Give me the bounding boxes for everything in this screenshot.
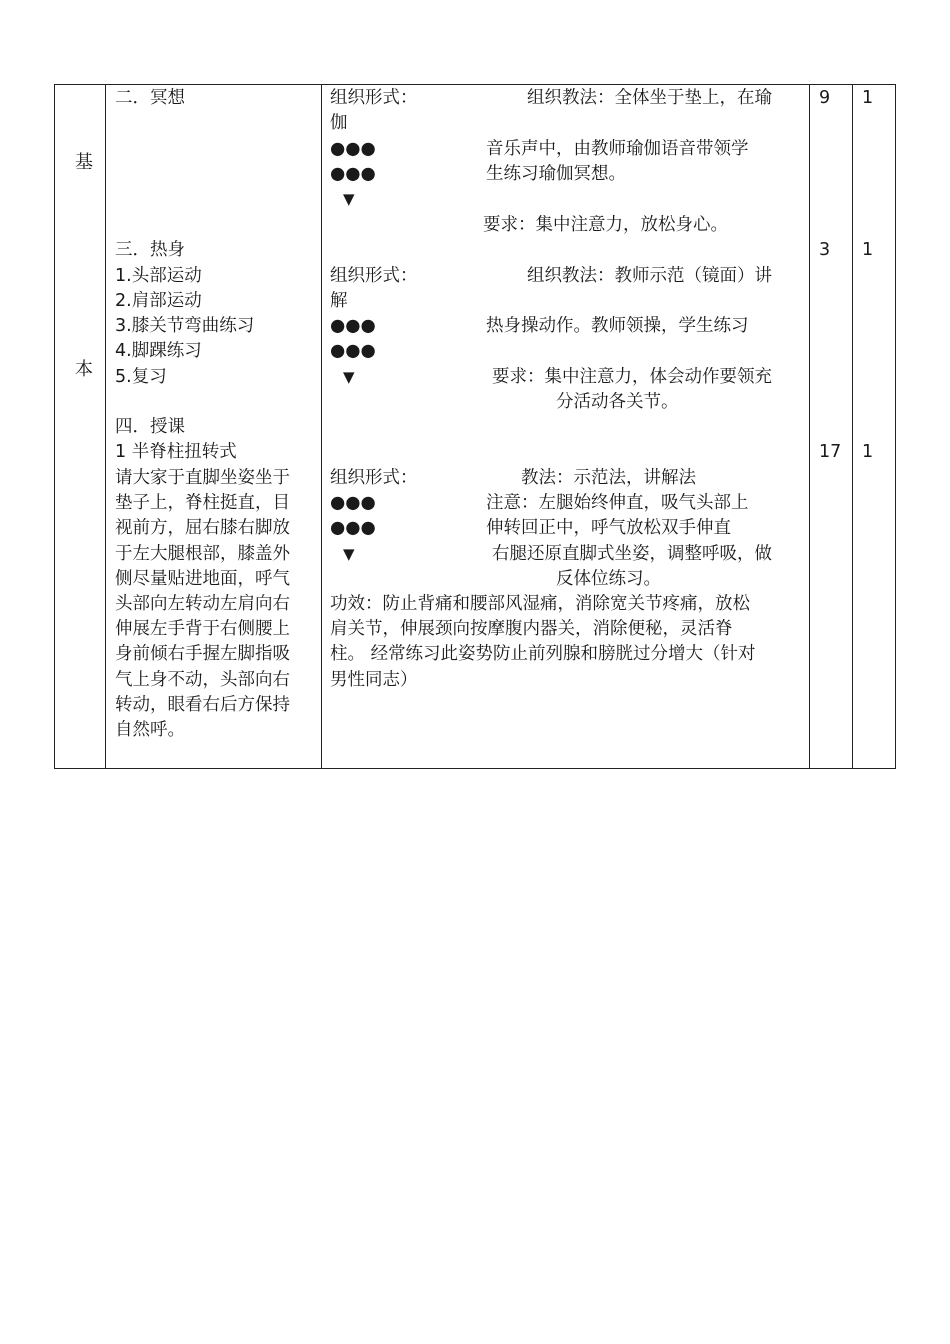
- pose-description-line: 垫子上，脊柱挺直，目: [115, 493, 290, 513]
- block3-subtitle: 1 半脊柱扭转式: [115, 442, 237, 462]
- block2-formation-row: ●●●: [330, 316, 376, 336]
- column-divider: [852, 85, 853, 768]
- block1-title: 二．冥想: [115, 88, 185, 108]
- block2-requirement: 要求：集中注意力，体会动作要领充: [492, 367, 772, 387]
- pose-description-line: 气上身不动，头部向右: [115, 670, 290, 690]
- effect-line: 男性同志）: [330, 670, 418, 690]
- block2-method-line: 热身操动作。教师领操，学生练习: [486, 316, 749, 336]
- block3-org-label: 组织形式：: [330, 468, 418, 488]
- section-label-bottom: 本: [75, 359, 93, 380]
- block3-method: 教法：示范法，讲解法: [521, 468, 696, 488]
- block1-method-line: 音乐声中，由教师瑜伽语音带领学: [486, 139, 749, 159]
- pose-description-line: 请大家于直脚坐姿坐于: [115, 468, 290, 488]
- block3-note-line: 伸转回正中，呼气放松双手伸直: [486, 518, 731, 538]
- teacher-marker-icon: ▼: [343, 545, 355, 563]
- block3-note-line: 注意：左腿始终伸直，吸气头部上: [486, 493, 749, 513]
- block1-method-wrap: 伽: [330, 113, 348, 133]
- block2-title: 三．热身: [115, 240, 185, 260]
- block1-method-line: 生练习瑜伽冥想。: [486, 164, 626, 184]
- block2-method-line: 组织教法：教师示范（镜面）讲: [527, 266, 772, 286]
- block3-intensity: 1: [862, 442, 874, 462]
- block1-formation-row: ●●●: [330, 164, 376, 184]
- block3-formation-row: ●●●: [330, 493, 376, 513]
- block3-title: 四．授课: [115, 417, 185, 437]
- block3-formation-row: ●●●: [330, 518, 376, 538]
- warmup-item: 4.脚踝练习: [115, 341, 202, 361]
- pose-description-line: 侧尽量贴进地面，呼气: [115, 569, 290, 589]
- block1-intensity: 1: [862, 88, 874, 108]
- block3-time: 17: [819, 442, 842, 462]
- block1-requirement: 要求：集中注意力，放松身心。: [483, 215, 728, 235]
- block1-org-label: 组织形式：: [330, 88, 418, 108]
- block2-requirement: 分活动各关节。: [556, 392, 679, 412]
- column-divider: [809, 85, 810, 768]
- warmup-item: 3.膝关节弯曲练习: [115, 316, 255, 336]
- block2-formation-row: ●●●: [330, 341, 376, 361]
- effect-line: 功效：防止背痛和腰部风湿痛，消除宽关节疼痛，放松: [330, 594, 750, 614]
- block2-time: 3: [819, 240, 831, 260]
- warmup-item: 2.肩部运动: [115, 291, 202, 311]
- block3-note-line: 右腿还原直脚式坐姿，调整呼吸，做: [492, 544, 772, 564]
- warmup-item: 1.头部运动: [115, 266, 202, 286]
- effect-line: 柱。 经常练习此姿势防止前列腺和膀胱过分增大（针对: [330, 644, 756, 664]
- pose-description-line: 于左大腿根部，膝盖外: [115, 544, 290, 564]
- block1-time: 9: [819, 88, 831, 108]
- block1-method-line: 组织教法：全体坐于垫上，在瑜: [527, 88, 772, 108]
- pose-description-line: 身前倾右手握左脚指吸: [115, 644, 290, 664]
- block1-formation-row: ●●●: [330, 139, 376, 159]
- effect-line: 肩关节，伸展颈向按摩腹内器关，消除便秘，灵活脊: [330, 619, 733, 639]
- teacher-marker-icon: ▼: [343, 190, 355, 208]
- block2-org-label: 组织形式：: [330, 266, 418, 286]
- block2-method-wrap: 解: [330, 291, 348, 311]
- column-divider: [105, 85, 106, 768]
- pose-description-line: 视前方，屈右膝右脚放: [115, 518, 290, 538]
- column-divider: [321, 85, 322, 768]
- pose-description-line: 自然呼。: [115, 720, 185, 740]
- teacher-marker-icon: ▼: [343, 368, 355, 386]
- section-label-top: 基: [75, 152, 93, 173]
- block2-intensity: 1: [862, 240, 874, 260]
- pose-description-line: 头部向左转动左肩向右: [115, 594, 290, 614]
- pose-description-line: 转动，眼看右后方保持: [115, 695, 290, 715]
- pose-description-line: 伸展左手背于右侧腰上: [115, 619, 290, 639]
- warmup-item: 5.复习: [115, 367, 167, 387]
- block3-note-line: 反体位练习。: [556, 569, 661, 589]
